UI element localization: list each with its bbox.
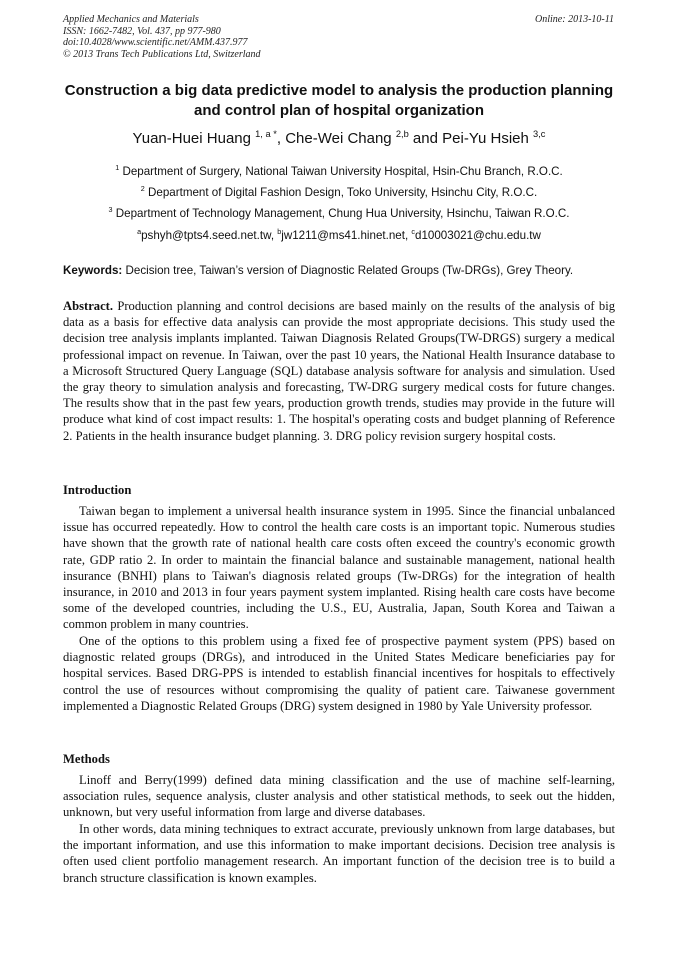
section-heading-introduction: Introduction [63, 483, 132, 497]
author-name: Yuan-Huei Huang [132, 130, 251, 147]
affiliation-sup: 3 [108, 205, 113, 215]
author-list [63, 129, 615, 149]
abstract-text: Production planning and control decisions are based mainly on the results of the analysis of big data as a basis for effective data analysis can provide the most appropriate decisions. This study used the decision tree analysis implants implanted. Taiwan Diagnosis Related Groups(TW-DRGS) surgery a medical professional impact on revenue. In Taiwan, over the past 10 years, the National Health Insurance database to a Microsoft Structured Query Language (SQL) database analysis software for analysis and simulation. Used the gray theory to simulation analysis and forecasting, TW-DRG surgery medical costs for future changes. The results show that in the past few years, production growth trends, studies may provide in the future will produce what kind of cost impact results: 1. The hospital's operating costs and budget planning of Reference 2. Patients in the health insurance budget planning. 3. DRG policy revision surgery hospital costs. [63, 299, 615, 443]
issn-line: ISSN: 1662-7482, Vol. 437, pp 977-980 [63, 25, 221, 37]
methods-paragraph-2: In other words, data mining techniques to extract accurate, previously unknown from large databases, but the important information, and use this information to make important decisions. Decision tree analysis is often used client portfolio management research. An important function of the decision tree is to build a branch structure classification is known examples. [63, 822, 615, 885]
author-separator: and [408, 130, 443, 147]
keywords-label: Keywords: [63, 264, 123, 277]
online-date: Online: 2013-10-11 [535, 14, 614, 25]
affiliation-2 [63, 185, 615, 200]
email-link[interactable]: jw1211@ms41.hinet.net [281, 229, 405, 242]
affiliation-text: Department of Surgery, National Taiwan University Hospital, Hsin-Chu Branch, R.O.C. [122, 165, 563, 178]
affiliation-sup: 2 [140, 184, 145, 194]
methods-paragraph-1: Linoff and Berry(1999) defined data mining classification and the use of machine self-learning, association rules, sequence analysis, cluster analysis and other statistical methods, to seek out the hidden, unknown, but very useful information from large and diverse databases. [63, 773, 615, 820]
email-sup: b [277, 227, 282, 237]
email-sup: c [411, 227, 416, 237]
intro-paragraph-1: Taiwan began to implement a universal health insurance system in 1995. Since the financial unbalanced issue has occurred repeatedly. How to control the health care costs is an important topic. Numerous studies have shown that the growth rate of national health care costs often exceed the country's economic growth rate, GDP ratio 2. In order to maintain the financial balance and sustainable management, national health insurance (BNHI) plans to Taiwan's diagnosis related groups (Tw-DRGs) for the integration of health insurance, in 2010 and 2013 in four years payment system implanted. Rising health care costs have become some of the developed countries, including the U.S., EU, Australia, Japan, South Korea and Taiwan a common problem in many countries. [63, 504, 615, 632]
doi-line: doi:10.4028/www.scientific.net/AMM.437.977 [63, 37, 248, 48]
affiliation-3 [63, 206, 615, 221]
author-affil-sup: 3,c [533, 129, 546, 139]
email-link[interactable]: pshyh@tpts4.seed.net.tw [141, 229, 271, 242]
author-affil-sup: 2,b [395, 129, 409, 139]
abstract [63, 298, 615, 444]
email-link[interactable]: d10003021@chu.edu.tw [415, 229, 541, 242]
email-separator: , [270, 229, 278, 242]
author-affil-sup: 1, a * [255, 129, 277, 139]
paper-title: Construction a big data predictive model to analysis the production planning and control plan of hospital organization [64, 82, 614, 119]
section-heading-methods: Methods [63, 752, 110, 766]
journal-name: Applied Mechanics and Materials [63, 14, 199, 25]
affiliation-sup: 1 [115, 163, 120, 173]
affiliation-1 [63, 164, 615, 179]
affiliation-text: Department of Technology Management, Chung Hua University, Hsinchu, Taiwan R.O.C. [115, 207, 570, 220]
email-list [63, 228, 615, 243]
journal-header [63, 14, 261, 60]
affiliation-text: Department of Digital Fashion Design, Toko University, Hsinchu City, R.O.C. [148, 186, 538, 199]
keywords [63, 263, 615, 278]
keywords-text: Decision tree, Taiwan’s version of Diagnostic Related Groups (Tw-DRGs), Grey Theory. [122, 264, 574, 277]
author-separator: , [276, 130, 286, 147]
intro-paragraph-2: One of the options to this problem using a fixed fee of prospective payment system (PPS) based on diagnostic related groups (DRGs), and introduced in the United States Medicare beneficiaries pay for hospital services. Based DRG-PPS is intended to establish financial incentives for hospitals to effectively control the use of resources without compromising the quality of patient care. Taiwanese government implemented a Diagnostic Related Groups (DRG) system designed in 1980 by Yale University professor. [63, 634, 615, 713]
author-name: Che-Wei Chang [285, 130, 392, 147]
author-name: Pei-Yu Hsieh [442, 130, 529, 147]
copyright-line: © 2013 Trans Tech Publications Ltd, Switzerland [63, 48, 261, 60]
abstract-label: Abstract. [63, 299, 114, 313]
email-sup: a [137, 227, 142, 237]
email-separator: , [404, 229, 412, 242]
